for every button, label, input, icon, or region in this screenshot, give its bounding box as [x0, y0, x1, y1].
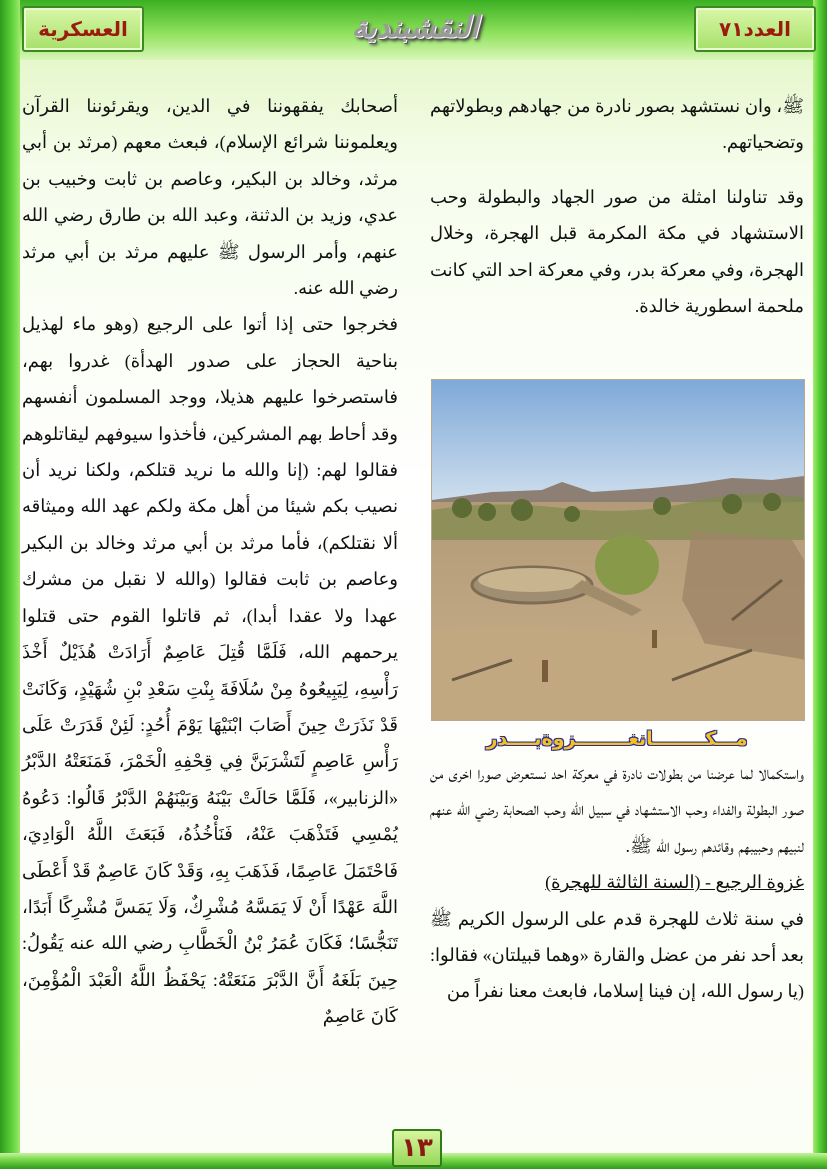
- left-frame: [0, 0, 20, 1169]
- paragraph: وقد تناولنا امثلة من صور الجهاد والبطولة وحب الاستشهاد في مكة المكرمة قبل الهجرة، وخلال الهجرة، وفي معركة بدر، وفي معركة احد التي كانت ملحمة اسطورية خالدة.: [430, 186, 804, 317]
- right-column-top: [430, 88, 804, 324]
- photo-caption: مـــكــــــــانغــــــــزوةبــــدر: [486, 728, 748, 750]
- issue-number-badge: العدد٧١: [694, 6, 816, 52]
- desert-landscape-image: [432, 380, 804, 720]
- battlefield-photo: [431, 379, 805, 721]
- left-column: [22, 88, 398, 1035]
- paragraph-gap: [430, 161, 804, 179]
- paragraph: واستكمالا لما عرضنا من بطولات نادرة في معركة احد نستعرض صورا اخرى من صور البطولة والفداء وحب الاستشهاد في سبيل الله وحب الصحابة رضي الله عنهم لنبيهم وحبيبهم وقائدهم رسول الله ﷺ.: [430, 763, 804, 856]
- paragraph: فخرجوا حتى إذا أتوا على الرجيع (وهو ماء لهذيل بناحية الحجاز على صدور الهدأة) غدروا بهم، فاستصرخوا عليهم هذيلا، ووجد المسلمون أنفسهم وقد أحاط بهم المشركين، فأخذوا سيوفهم ليقاتلوهم فقالوا لهم: (إنا والله ما نريد قتلكم، ولكنا نريد أن نصيب بكم شيئا من أهل مكة ولكم عهد الله وميثاقه ألا نقتلكم)، فأما مرثد بن أبي مرثد وخالد بن البكير وعاصم بن ثابت فقالوا (والله لا نقبل من مشرك عهدا ولا عقدا أبدا)، ثم قاتلوا القوم حتى قتلوا يرحمهم الله، فَلَمَّا قُتِلَ عَاصِمٌ أَرَادَتْ هُذَيْلٌ أَخْذَ رَأْسِهِ، لِيَبِيعُوهُ مِنْ سُلَافَةَ بِنْتِ سَعْدِ بْنِ شُهَيْدٍ، وَكَانَتْ قَدْ نَذَرَتْ حِينَ أَصَابَ ابْنَيْهَا يَوْمَ أُحُدٍ: لَئِنْ قَدَرَتْ عَلَى رَأْسِ عَاصِمٍ لَتَشْرَبَنَّ فِي قِحْفِهِ الْخَمْرَ، فَمَنَعَتْهُ الدَّبْرُ «الزنابير»، فَلَمَّا حَالَتْ بَيْنَهُ وَبَيْنَهُمْ الدَّبْرُ قَالُوا: دَعُوهُ يُمْسِي فَتَذْهَبَ عَنْهُ، فَنَأْخُذُهُ، فَبَعَثَ اللَّهُ الْوَادِيَ، فَاحْتَمَلَ عَاصِمًا، فَذَهَبَ بِهِ، وَقَدْ كَانَ عَاصِمٌ قَدْ أَعْطَى اللَّهَ عَهْدًا أَنْ لَا يَمَسَّهُ مُشْرِكٌ، وَلَا يَمَسَّ مُشْرِكًا أَبَدًا، تَنَجُّسًا؛ فَكَانَ عُمَرُ بْنُ الْخَطَّابِ رضي الله عنه يَقُولُ: حِينَ بَلَغَهُ أَنَّ الدَّبْرَ مَنَعَتْهُ: يَحْفَظُ اللَّهُ الْعَبْدَ الْمُؤْمِنَ، كَانَ عَاصِمٌ: [22, 314, 398, 1027]
- right-frame: [813, 0, 827, 1169]
- page-title: النقشبندية: [351, 10, 479, 45]
- right-column-bottom: [430, 755, 804, 1010]
- page-number: ١٣: [392, 1129, 442, 1167]
- section-heading: غزوة الرجيع - (السنة الثالثة للهجرة): [545, 872, 804, 893]
- paragraph: أصحابك يفقهوننا في الدين، ويقرئوننا القرآن ويعلموننا شرائع الإسلام)، فبعث معهم (مرثد بن أبي مرثد، وخالد بن البكير، وعاصم بن ثابت وخبيب بن عدي، وزيد بن الدثنة، وعبد الله بن طارق رضي الله عنهم، وأمر الرسول ﷺ عليهم مرثد بن أبي مرثد رضي الله عنه.: [22, 96, 398, 299]
- paragraph: ﷺ، وان نستشهد بصور نادرة من جهادهم وبطولاتهم وتضحياتهم.: [430, 96, 804, 153]
- magazine-section-badge: العسكرية: [22, 6, 144, 52]
- paragraph: في سنة ثلاث للهجرة قدم على الرسول الكريم ﷺ بعد أحد نفر من عضل والقارة «وهما قبيلتان» فقالوا: (يا رسول الله، إن فينا إسلاما، فابعث معنا نفراً من: [430, 908, 804, 1002]
